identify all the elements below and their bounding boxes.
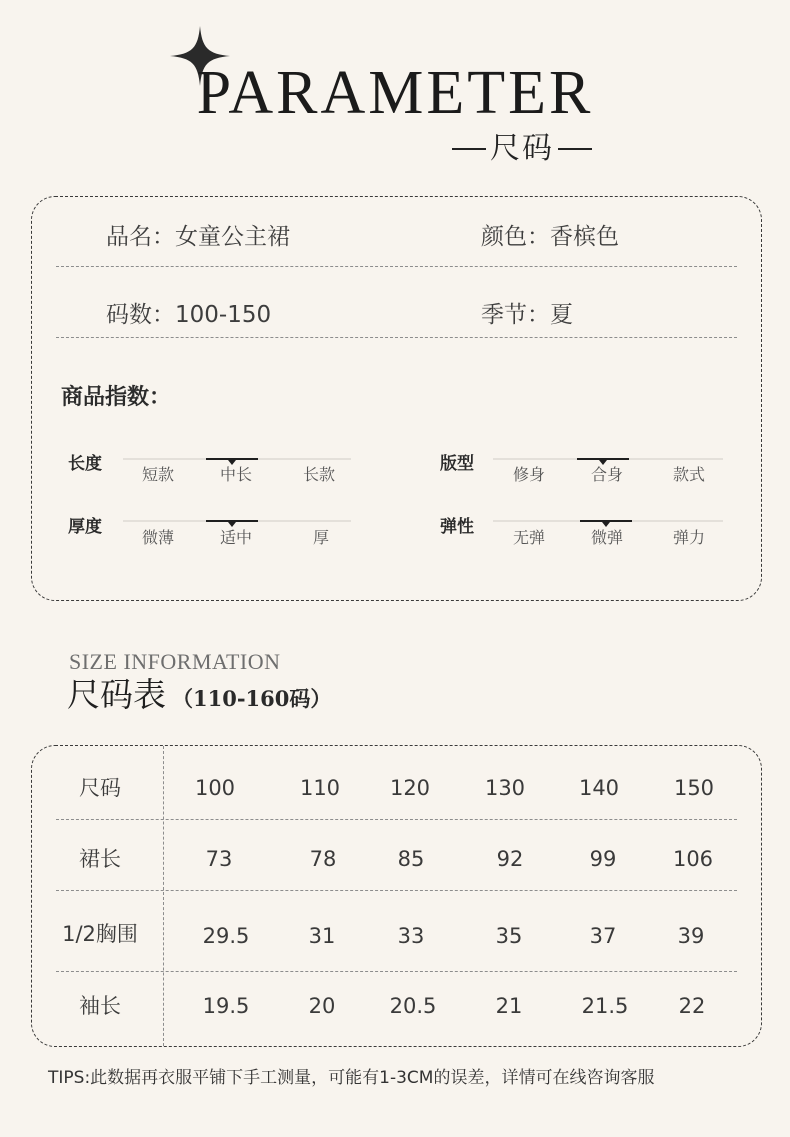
scale-label-length: 长度 [68,454,102,474]
scale-option: 款式 [672,465,705,484]
size-section-title [67,675,332,714]
table-cell: 19.5 [202,994,250,1018]
subtitle-line-right [558,148,592,150]
index-section-title: 商品指数： [61,385,172,410]
scale-label-thickness: 厚度 [68,517,102,537]
table-row-label: 1/2胸围 [62,922,138,946]
table-cell: 33 [397,924,425,948]
scale-marker [206,458,258,460]
size-range: （110-160码） [172,686,332,711]
size-section-title-cn: 尺码表 [67,675,166,714]
table-cell: 29.5 [202,924,250,948]
scale-option: 无弹 [512,528,545,547]
scale-option: 微薄 [141,528,174,547]
scale-marker [577,458,629,460]
scale-option-selected: 微弹 [590,528,623,547]
scale-option: 厚 [312,528,329,547]
scale-option-selected: 适中 [219,528,252,547]
table-header-cell: 140 [578,776,620,800]
scale-option: 修身 [512,465,545,484]
table-header-cell: 110 [299,776,341,800]
table-row-divider [56,890,737,891]
table-cell: 35 [495,924,523,948]
table-header-cell: 150 [673,776,715,800]
table-cell: 85 [397,847,425,871]
scale-option-selected: 中长 [219,465,252,484]
table-header-cell: 100 [194,776,236,800]
table-cell: 78 [309,847,337,871]
table-cell: 31 [308,924,336,948]
table-cell: 20.5 [389,994,437,1018]
table-cell: 20 [308,994,336,1018]
subtitle: 尺码 [490,131,554,166]
page-title: PARAMETER [196,59,594,127]
divider [56,266,737,267]
table-row-divider [56,819,737,820]
table-row-label: 袖长 [79,994,121,1018]
table-row-divider [56,971,737,972]
tips-note: TIPS:此数据再衣服平铺下手工测量，可能有1-3CM的误差，详情可在线咨询客服 [48,1068,655,1088]
table-header-label: 尺码 [79,776,121,800]
table-row-label: 裙长 [79,847,121,871]
scale-option: 短款 [141,465,174,484]
scale-marker [206,520,258,522]
subtitle-group [452,131,592,166]
table-cell: 21.5 [581,994,629,1018]
size-section-title-en: SIZE INFORMATION [69,649,281,674]
subtitle-line-left [452,148,486,150]
product-color: 颜色：香槟色 [481,224,619,250]
table-cell: 21 [495,994,523,1018]
divider [56,337,737,338]
product-name: 品名：女童公主裙 [106,224,290,250]
table-header-cell: 120 [389,776,431,800]
table-cell: 39 [677,924,705,948]
table-cell: 73 [205,847,233,871]
scale-option-selected: 合身 [590,465,623,484]
product-season: 季节：夏 [481,302,573,328]
scale-option: 弹力 [672,528,705,547]
table-cell: 92 [496,847,524,871]
table-cell: 99 [589,847,617,871]
table-cell: 22 [678,994,706,1018]
table-header-cell: 130 [484,776,526,800]
product-sizes: 码数：100-150 [106,302,272,328]
table-cell: 37 [589,924,617,948]
scale-label-elasticity: 弹性 [440,517,474,537]
scale-option: 长款 [302,465,335,484]
table-cell: 106 [672,847,714,871]
scale-marker [580,520,632,522]
scale-label-fit: 版型 [440,454,474,474]
